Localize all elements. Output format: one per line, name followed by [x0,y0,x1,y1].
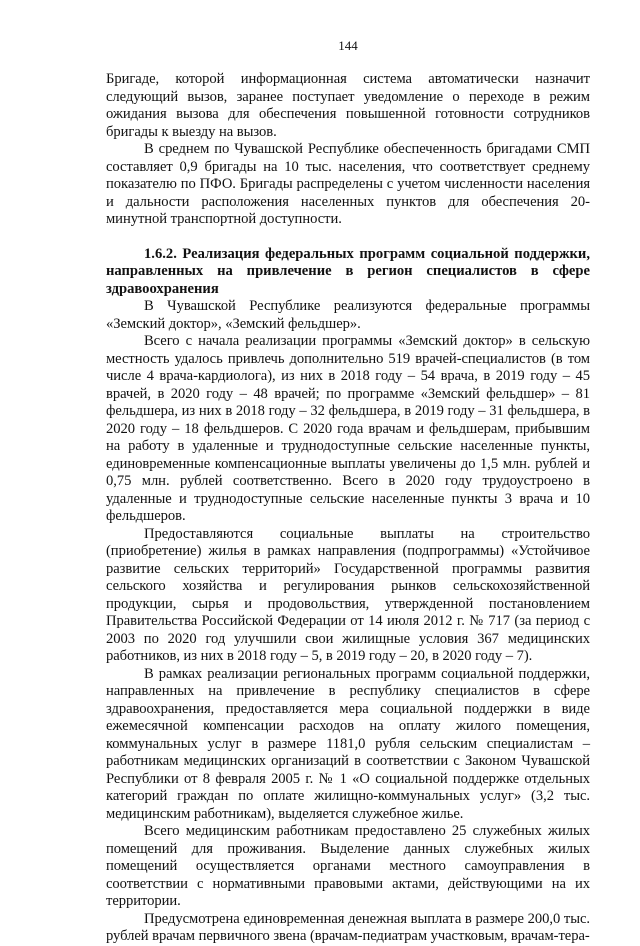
paragraph-federal-programs: В Чувашской Республике реализуются федеральные программы «Земский доктор», «Земский фельдшер». [106,298,590,332]
paragraph-service-housing: Всего медицинским работникам предоставлено 25 служебных жилых помещений для проживания. Выделение данных служебных жилых помещений осуществляется органами местного самоуправления в соответствии с нормативными правовыми актами, действующими на их территории. [106,823,590,909]
paragraph-housing-payments: Предоставляются социальные выплаты на строительство (приобретение) жилья в рамках направления (подпрограммы) «Устойчивое развитие сельских территорий» Государственной программы развития сельского хозяйства и регулирования рынков сельскохозяйственной продукции, сырья и продовольствия, утвержденной постановлением Правительства Российской Федерации от 14 июля 2012 г. № 717 (за период с 2003 по 2020 год улучшили свои жилищные условия 367 медицинских работников, из них в 2018 году – 5, в 2019 году – 20, в 2020 году – 7). [106,525,590,664]
paragraph-zemsky-doctor: Всего с начала реализации программы «Земский доктор» в сельскую местность удалось привлечь дополнительно 519 врачей-специалистов (в том числе 4 врача-кардиолога), из них в 2018 году – 54 врача, в 2019 году – 45 врачей, в 2020 году – 48 врачей; по программе «Земский фельдшер» – 81 фельдшера, из них в 2018 году – 32 фельдшера, в 2019 году – 31 фельдшера, в 2020 году – 18 фельдшеров. С 2020 года врачам и фельдшерам, прибывшим на работу в удаленные и труднодоступные сельские населенные пункты, единовременные компенсационные выплаты увеличены до 1,5 млн. рублей и 0,75 млн. рублей соответственно. Всего в 2020 году трудоустроено в удаленные и труднодоступные сельские населенные пункты 3 врача и 10 фельдшеров. [106,333,590,524]
paragraph-regional-programs: В рамках реализации региональных программ социальной поддержки, направленных на привлечение в республику специалистов в сфере здравоохранения, предоставляется мера социальной поддержки в виде ежемесячной компенсации расходов на оплату жилого помещения, коммунальных услуг в размере 1181,0 рубля сельским специалистам – работникам медицинских организаций в соответствии с Законом Чувашской Республики от 8 февраля 2005 г. № 1 «О социальной поддержке отдельных категорий граждан по оплате жилищно-коммунальных услуг» (3,2 тыс. медицинским работникам), выделяется служебное жилье. [106,665,590,822]
paragraph-lump-sum-payment: Предусмотрена единовременная денежная выплата в размере 200,0 тыс. рублей врачам первичного звена (врачам-педиатрам участковым, врачам-тера- [106,910,590,944]
paragraph-continuation: Бригаде, которой информационная система автоматически назначит следующий вызов, заранее поступает уведомление о переходе в режим ожидания вызова для обеспечения повышенной готовности сотрудников бригады к выезду на вызов. [106,71,590,140]
section-spacer [106,229,590,246]
paragraph-smp-coverage: В среднем по Чувашской Республике обеспеченность бригадами СМП составляет 0,9 бригады на 10 тыс. населения, что соответствует среднему показателю по ПФО. Бригады распределены с учетом численности населения и дальности расположения населенных пунктов для обеспечения 20-минутной транспортной доступности. [106,141,590,227]
page-number: 144 [338,38,358,53]
section-heading: 1.6.2. Реализация федеральных программ социальной поддержки, направленных на привлечение в регион специалистов в сфере здравоохранения [106,245,590,297]
